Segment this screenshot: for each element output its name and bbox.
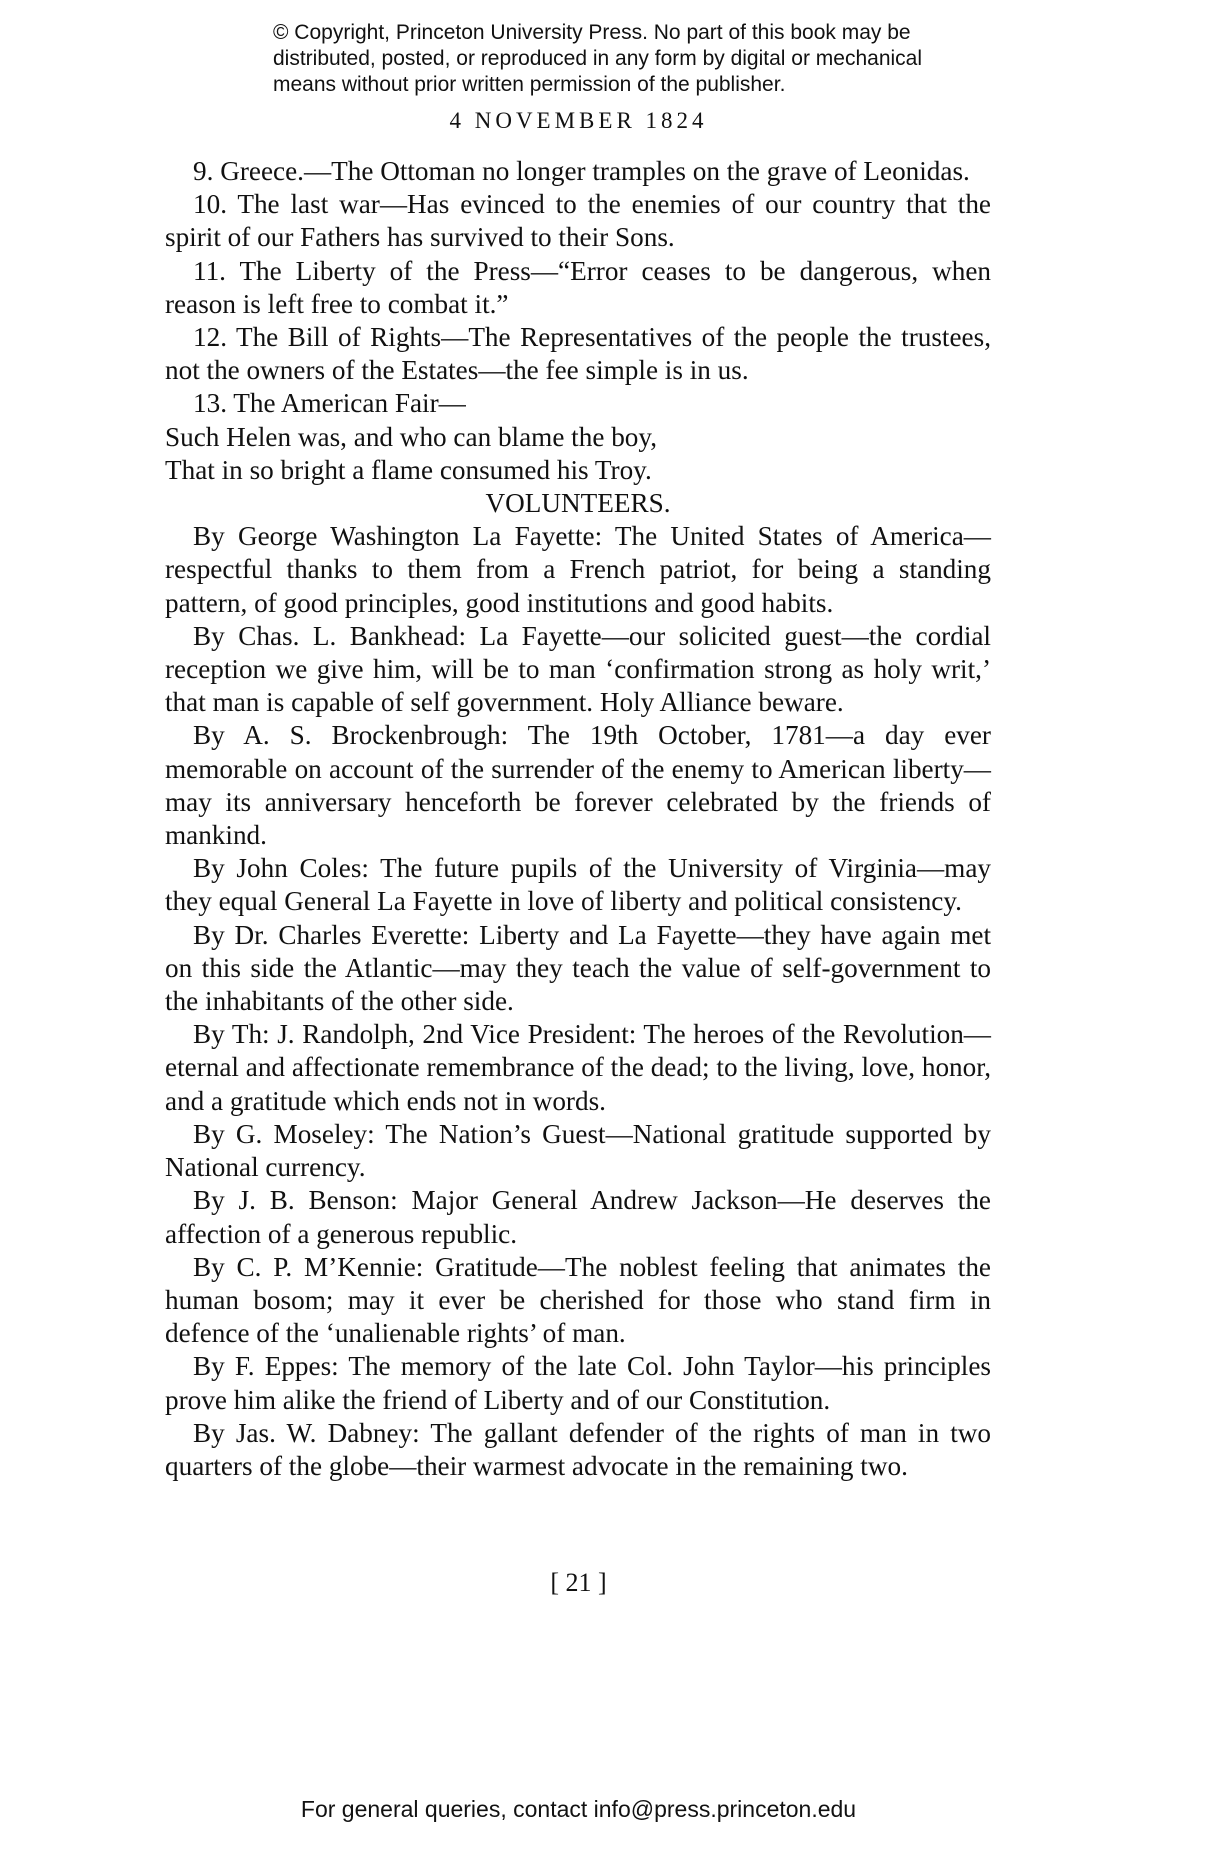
page-body [165,155,991,1483]
toast-paragraph: 13. The American Fair— [193,388,466,419]
page-number: [ 21 ] [550,1568,607,1597]
running-head: 4 NOVEMBER 1824 [449,108,708,133]
toast-paragraph: 11. The Liberty of the Press—“Error ceases to be dangerous, when reason is left free to combat it.” [165,255,991,319]
volunteer-toast: By C. P. M’Kennie: Gratitude—The noblest feeling that animates the human bosom; may it ever be cherished for those who stand firm in defence of the ‘unalienable rights’ of man. [165,1251,991,1349]
copyright-line: distributed, posted, or reproduced in any form by digital or mechanical [273,47,923,70]
volunteer-toast: By John Coles: The future pupils of the University of Virginia—may they equal General La Fayette in love of liberty and political consistency. [165,853,991,917]
toast-paragraph: 9. Greece.—The Ottoman no longer tramples on the grave of Leonidas. [193,156,970,186]
volunteer-toast: By George Washington La Fayette: The United States of America—respectful thanks to them from a French patriot, for being a standing pattern, of good principles, good institutions and good habits. [165,521,991,618]
toast-paragraph: 10. The last war—Has evinced to the enemies of our country that the spirit of our Fathers has survived to their Sons. [165,189,991,253]
volunteer-toast: By J. B. Benson: Major General Andrew Jackson—He deserves the affection of a generous republic. [165,1185,991,1249]
footer-contact: For general queries, contact info@press.princeton.edu [300,1796,857,1822]
verse-line: Such Helen was, and who can blame the boy, [165,421,658,452]
copyright-line: © Copyright, Princeton University Press. No part of this book may be [273,21,911,44]
volunteers-heading: VOLUNTEERS. [485,488,671,519]
volunteer-toast: By G. Moseley: The Nation’s Guest—National gratitude supported by National currency. [165,1118,991,1183]
toast-paragraph: 12. The Bill of Rights—The Representatives of the people the trustees, not the owners of the Estates—the fee simple is in us. [165,322,991,386]
copyright-line: means without prior written permission of the publisher. [273,73,786,96]
volunteer-toast: By Dr. Charles Everette: Liberty and La Fayette—they have again met on this side the Atlantic—may they teach the value of self-government to the inhabitants of the other side. [165,919,991,1017]
volunteer-toast: By Jas. W. Dabney: The gallant defender of the rights of man in two quarters of the globe—their warmest advocate in the remaining two. [165,1417,991,1481]
volunteer-toast: By Th: J. Randolph, 2nd Vice President: The heroes of the Revolution—eternal and affectionate remembrance of the dead; to the living, love, honor, and a gratitude which ends not in words. [165,1019,991,1116]
copyright-notice [273,20,1033,98]
volunteer-toast: By Chas. L. Bankhead: La Fayette—our solicited guest—the cordial reception we give him, will be to man ‘confirmation strong as holy writ,’ that man is capable of self government. Holy Alliance beware. [165,620,991,718]
volunteer-toast: By F. Eppes: The memory of the late Col. John Taylor—his principles prove him alike the friend of Liberty and of our Constitution. [165,1351,991,1415]
volunteer-toast: By A. S. Brockenbrough: The 19th October, 1781—a day ever memorable on account of the surrender of the enemy to American liberty—may its anniversary henceforth be forever celebrated by the friends of mankind. [165,720,991,851]
verse-line: That in so bright a flame consumed his Troy. [165,454,652,485]
